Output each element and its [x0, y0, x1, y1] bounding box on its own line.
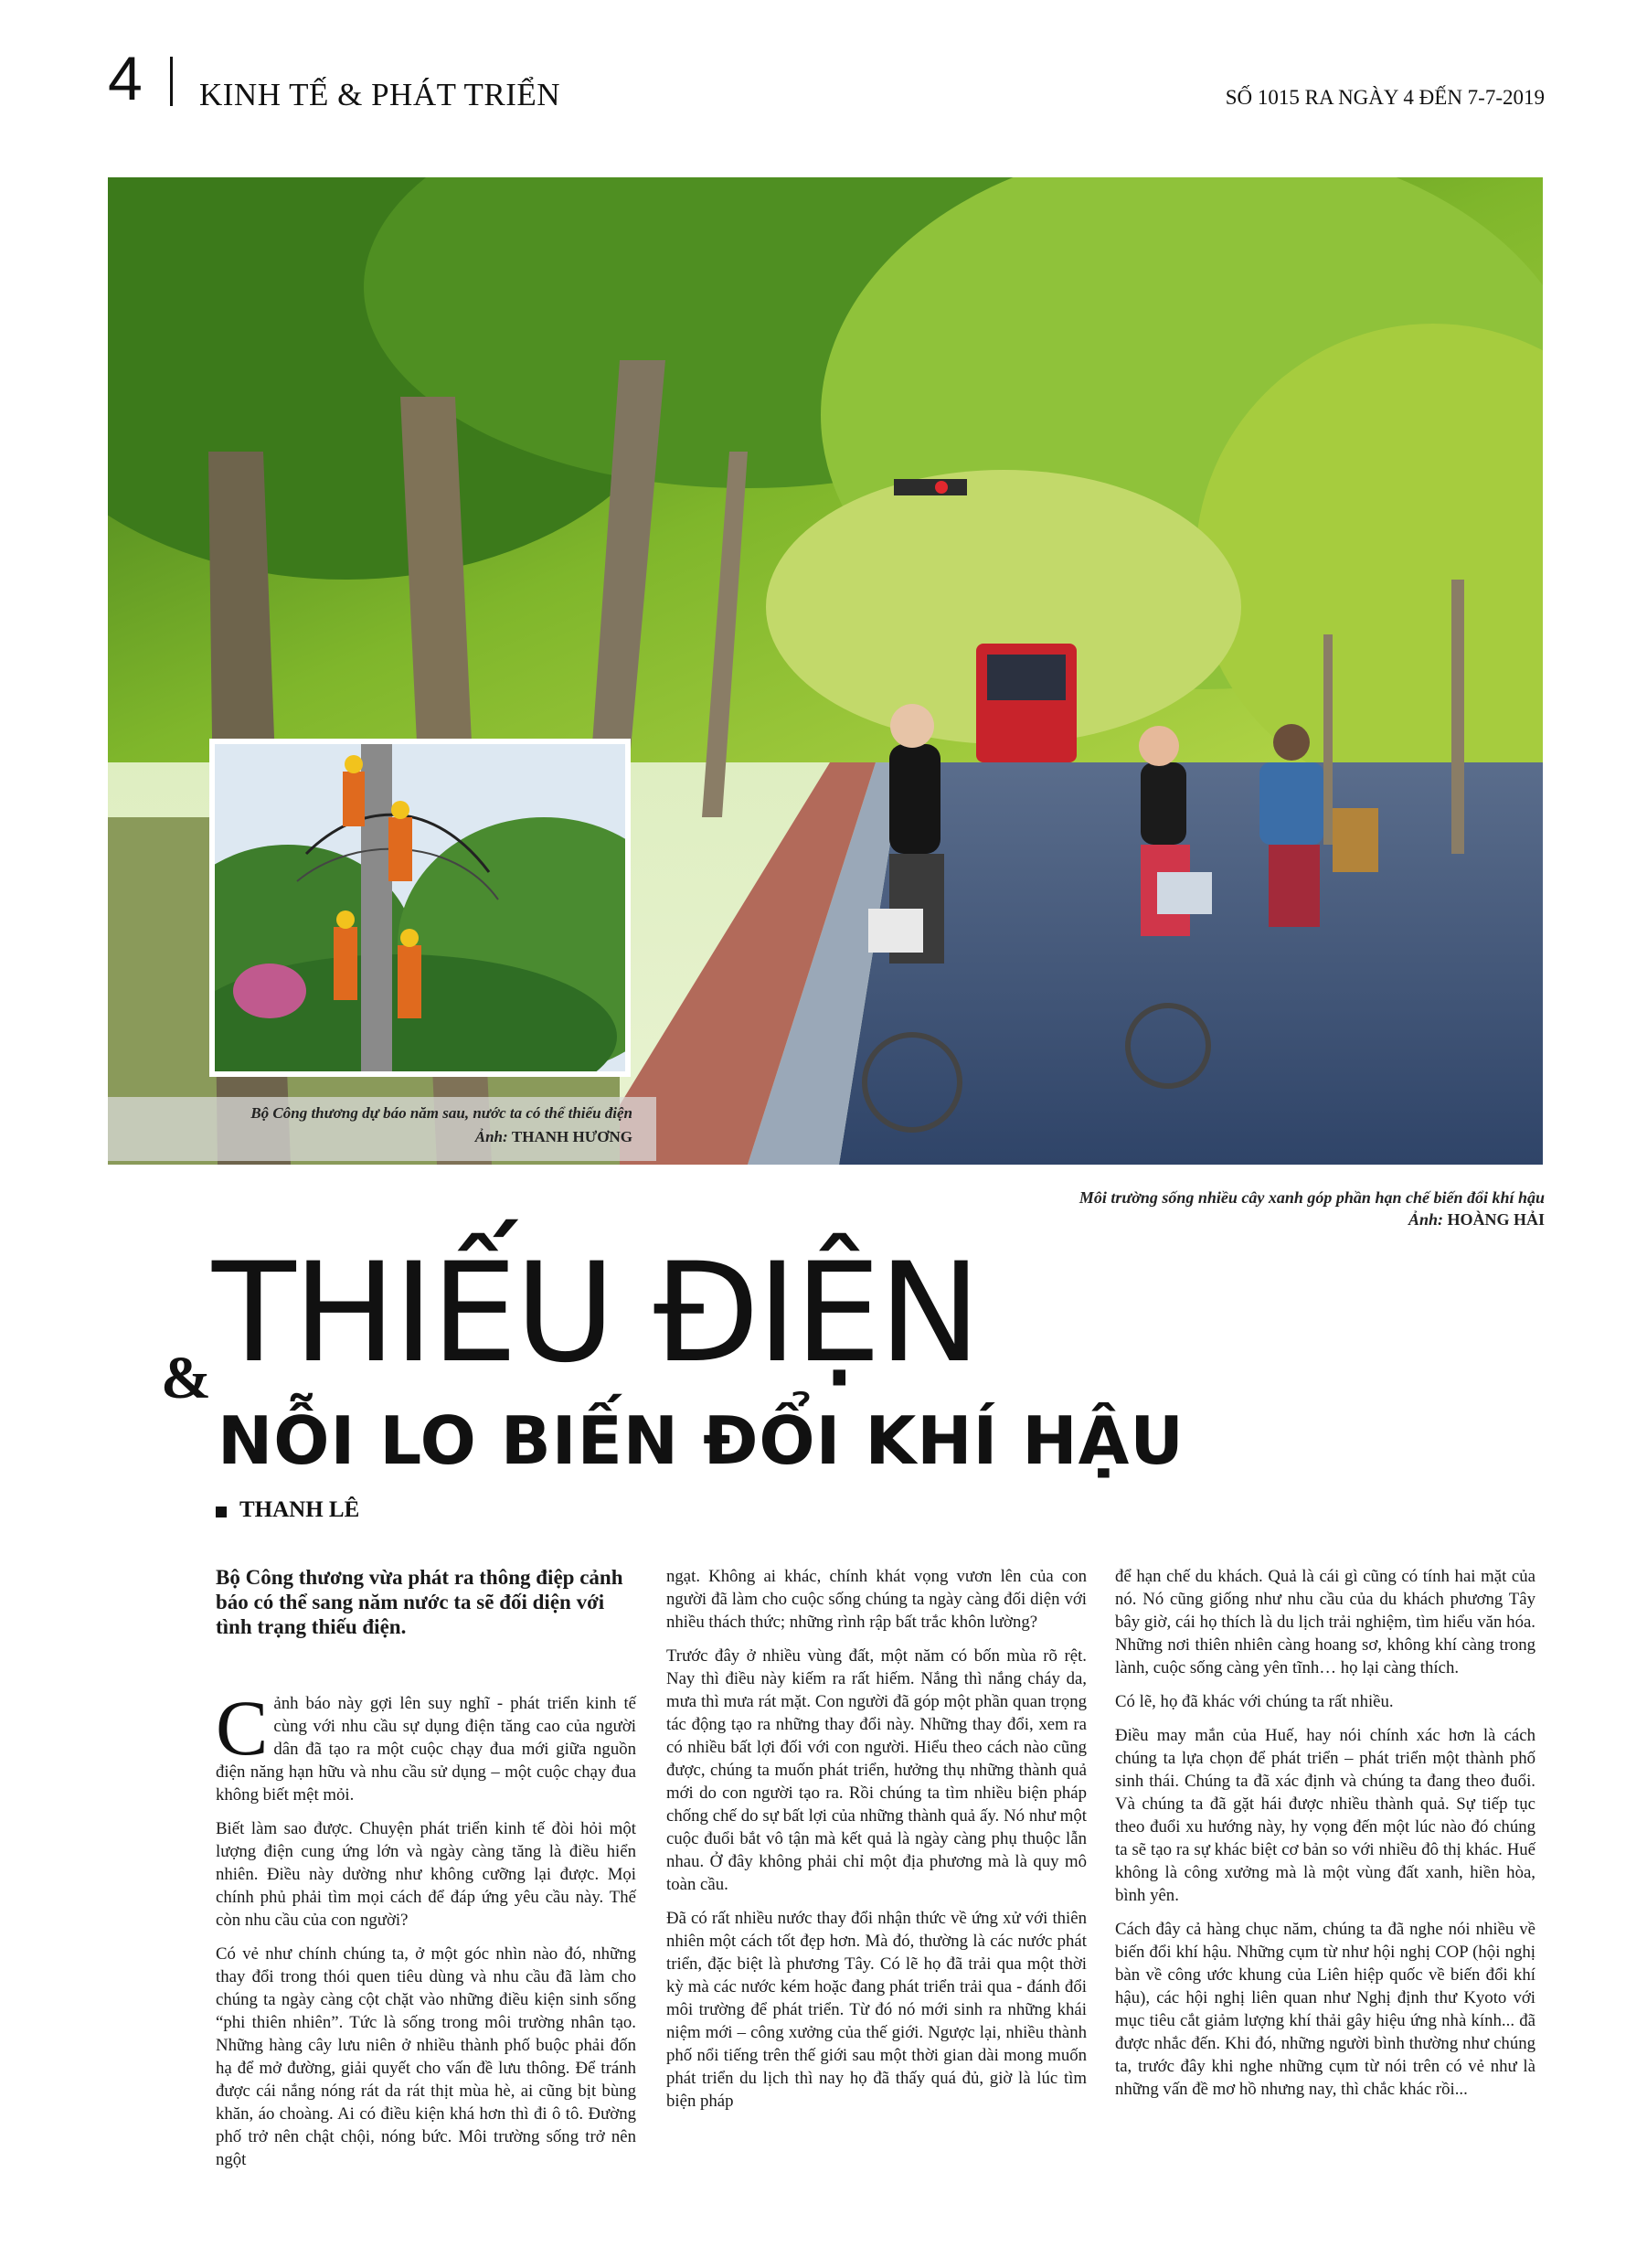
paragraph: Biết làm sao được. Chuyện phát triển kinh tế đòi hỏi một lượng điện cung ứng lớn và ngày càng tăng là điều hiển nhiên. Điều này dường như không cưỡng lại được. Mọi chính phủ phải tìm mọi cách để đáp ứng yêu cầu này. Thế còn nhu cầu của con người?: [216, 1819, 636, 1930]
inset-credit: [475, 1128, 632, 1146]
article-column-2: [666, 1565, 1087, 2124]
article-column-1: [216, 1565, 636, 2182]
main-credit-prefix: Ảnh:: [1408, 1210, 1443, 1229]
drop-cap: C: [216, 1684, 269, 1772]
headline-ampersand: &: [161, 1345, 211, 1411]
paragraph: Đã có rất nhiều nước thay đổi nhận thức về ứng xử với thiên nhiên một cách tốt đẹp hơn. Mà đó, thường là các nước phát triển, đặc biệt là phương Tây. Có lẽ họ đã trải qua một thời kỳ mà các nước kém hoặc đang phát triển trải qua - đánh đổi môi trường để phát triển. Từ đó nó mới sinh ra những khái niệm mới – công xưởng của thế giới. Ngược lại, nhiều thành phố nổi tiếng trên thế giới sau một thời gian dài mong muốn phát triển du lịch thì nay họ đã thấy quá đủ, giờ là lúc tìm biện pháp: [666, 1909, 1087, 2111]
article-column-3: [1115, 1565, 1535, 2112]
main-photo-credit: [1408, 1210, 1545, 1230]
headline-line2: NỖI LO BIẾN ĐỔI KHÍ HẬU: [218, 1402, 1185, 1479]
page-number: 4: [108, 44, 143, 113]
article-lede: Bộ Công thương vừa phát ra thông điệp cảnh báo có thể sang năm nước ta sẽ đối diện với tình trạng thiếu điện.: [216, 1566, 623, 1638]
author-bullet-icon: [216, 1507, 227, 1517]
inset-caption-box: [108, 1097, 656, 1161]
paragraph: Trước đây ở nhiều vùng đất, một năm có bốn mùa rõ rệt. Nay thì điều này kiếm ra rất hiếm. Nắng thì nắng cháy da, mưa thì mưa rát mặt. Con người đã góp một phần quan trọng tác động tạo ra những thay đổi này. Những thay đổi, xem ra có nhiều bất lợi đối với con người. Hiểu theo cách nào cũng được, chúng ta muốn phát triển, hưởng thụ những thành quả mới do con người tạo ra. Rồi chúng ta tìm nhiều biện pháp chống chế do sự bất lợi của những thành quả ấy. Nó như một cuộc đuổi bắt vô tận mà kết quả là ngày càng phụ thuộc lẫn nhau. Ở đây không phải chỉ một địa phương mà là quy mô toàn cầu.: [666, 1646, 1087, 1894]
headline-line1: THIẾU ĐIỆN: [212, 1234, 979, 1393]
inset-caption: Bộ Công thương dự báo năm sau, nước ta có thể thiếu điện: [250, 1104, 632, 1122]
paragraph: Có lẽ, họ đã khác với chúng ta rất nhiều.: [1115, 1692, 1394, 1711]
inset-photo: [209, 739, 631, 1077]
electricians-illustration: [215, 744, 625, 1071]
paragraph: Điều may mắn của Huế, hay nói chính xác hơn là cách chúng ta lựa chọn để phát triển – phát triển một thành phố sinh thái. Chúng ta đã xác định và chúng ta đang theo đuổi. Và chúng ta đã gặt hái được nhiều thành quả. Sự tiếp tục theo đuổi xu hướng này, hy vọng đến một lúc nào đó chúng ta sẽ tạo ra sự khác biệt cơ bản so với nhiều đô thị khác. Huế không là công xưởng mà là một vùng đất xanh, hiền hòa, bình yên.: [1115, 1726, 1535, 1905]
paragraph: để hạn chế du khách. Quả là cái gì cũng có tính hai mặt của nó. Nó cũng giống như nhu cầu của du khách phương Tây bây giờ, cái họ thích là du lịch trải nghiệm, tìm hiểu văn hóa. Những nơi thiên nhiên càng hoang sơ, không khí càng trong lành, cuộc sống càng yên tĩnh… họ lại càng thích.: [1115, 1567, 1535, 1677]
paragraph: [216, 1684, 636, 1806]
paragraph-text: ảnh báo này gợi lên suy nghĩ - phát triển kinh tế cùng với nhu cầu sự dụng điện tăng cao của người dân đã tạo ra một cuộc chạy đua mới giữa nguồn điện năng hạn hữu và nhu cầu sử dụng – một cuộc chạy đua không biết mệt mỏi.: [216, 1694, 636, 1805]
paragraph: Cách đây cả hàng chục năm, chúng ta đã nghe nói nhiều về biến đổi khí hậu. Những cụm từ như hội nghị COP (hội nghị bàn về công ước khung của Liên hiệp quốc về biến đổi khí hậu), các hội nghị liên quan như Nghị định thư Kyoto với mục tiêu cắt giảm lượng khí thải gây hiệu ứng nhà kính... đã được nhắc đến. Khi đó, những người bình thường như chúng ta, trước đây khi nghe những cụm từ nói trên có vẻ như là những vấn đề mơ hồ nhưng nay, thì chắc khác rồi...: [1115, 1920, 1535, 2099]
inset-credit-name: THANH HƯƠNG: [511, 1128, 632, 1145]
inset-credit-prefix: Ảnh:: [474, 1128, 508, 1145]
header-divider: [170, 57, 173, 106]
paragraph: Có vẻ như chính chúng ta, ở một góc nhìn nào đó, những thay đổi trong thói quen tiêu dùng và nhu cầu đã làm cho chúng ta ngày càng cột chặt vào những điều kiện sinh sống “phi thiên nhiên”. Tức là sống trong môi trường nhân tạo. Những hàng cây lưu niên ở nhiều thành phố buộc phải đốn hạ để mở đường, giải quyết cho vấn đề lưu thông. Để tránh được cái nắng nóng rát da rát thịt mùa hè, ai cũng bịt bùng khăn, áo choàng. Ai có điều kiện khá hơn thì đi ô tô. Đường phố trở nên chật chội, nóng bức. Môi trường sống trở nên ngột: [216, 1944, 636, 2169]
author-byline: THANH LÊ: [239, 1497, 360, 1522]
paragraph: ngạt. Không ai khác, chính khát vọng vươn lên của con người đã làm cho cuộc sống chúng ta ngày càng đối diện với nhiều thách thức; những rình rập bất trắc khôn lường?: [666, 1567, 1087, 1632]
issue-info: SỐ 1015 RA NGÀY 4 ĐẾN 7-7-2019: [1225, 86, 1545, 109]
main-photo-caption: Môi trường sống nhiều cây xanh góp phần hạn chế biến đổi khí hậu: [1079, 1188, 1545, 1207]
section-title: KINH TẾ & PHÁT TRIỂN: [199, 77, 560, 112]
main-credit-name: HOÀNG HẢI: [1447, 1210, 1545, 1229]
